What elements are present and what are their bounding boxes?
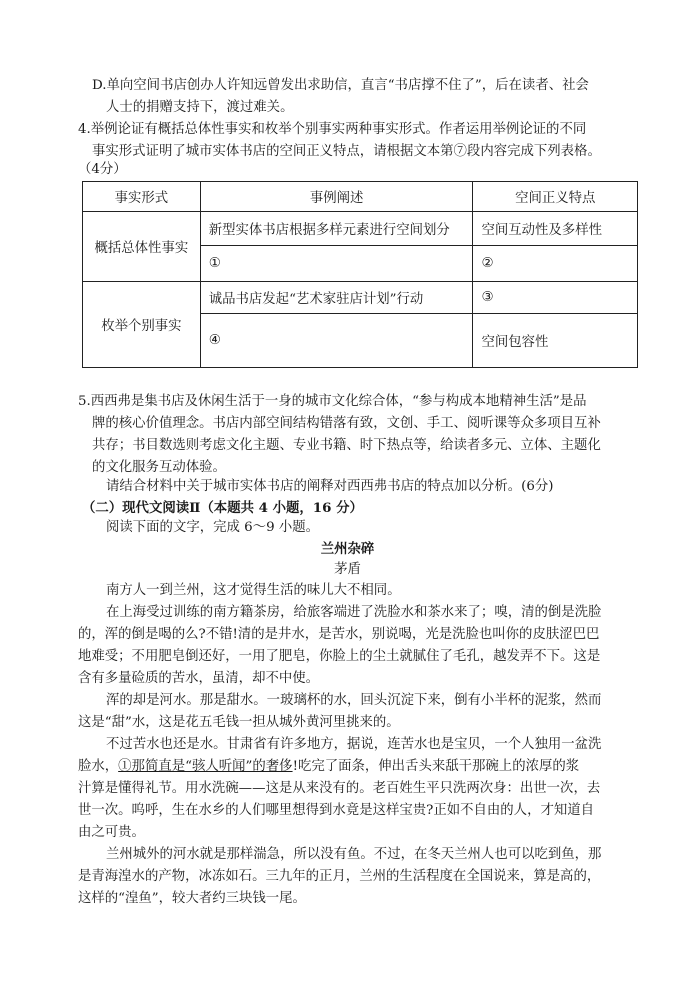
essay-paragraph-2-line: 地难受；不用肥皂倒还好，一用了肥皂，你脸上的尘土就腻住了毛孔，越发弄不下。这是 <box>78 649 601 664</box>
essay-paragraph-3-line: 浑的却是河水。那是甜水。一玻璃杯的水，回头沉淀下来，倒有小半杯的泥浆，然而 <box>106 693 602 708</box>
section-heading: （二）现代文阅读Ⅱ（本题共 4 小题，16 分） <box>82 500 363 516</box>
essay-paragraph-5-line: 这样的“湟鱼”，较大者约三块钱一尾。 <box>78 891 306 906</box>
q5-prompt-line4: 的文化服务互动体验。 <box>92 460 226 475</box>
table-cell-blank-3: ③ <box>473 282 638 314</box>
table-cell-example: 新型实体书店根据多样元素进行空间划分 <box>200 212 473 246</box>
q5-prompt-line3: 共存；书目数选则考虑文化主题、专业书籍、时下热点等，给读者多元、立体、主题化 <box>92 438 601 453</box>
table-row <box>83 282 638 314</box>
q3-option-d-line1: D.单向空间书店创办人许知远曾发出求助信，直言“书店撑不住了”，后在读者、社会 <box>92 78 589 93</box>
row-group-label: 概括总体性事实 <box>83 212 201 282</box>
essay-title: 兰州杂碎 <box>320 541 375 557</box>
section-instruction: 阅读下面的文字，完成 6～9 小题。 <box>106 520 320 535</box>
essay-paragraph-5-line: 兰州城外的河水就是那样湍急，所以没有鱼。不过，在冬天兰州人也可以吃到鱼，那 <box>106 847 602 862</box>
q3-option-d-line2: 人士的捐赠支持下，渡过难关。 <box>106 100 294 115</box>
table-header-cell: 空间正义特点 <box>473 182 638 212</box>
table-cell-feature: 空间包容性 <box>473 314 638 368</box>
table-header-cell: 事例阐述 <box>200 182 473 212</box>
essay-paragraph-2-line: 含有多量硷质的苦水，虽清，却不中使。 <box>78 671 320 686</box>
table-row <box>83 212 638 246</box>
essay-paragraph-5-line: 是青海湟水的产物，冰冻如石。三九年的正月，兰州的生活程度在全国说来，算是高的， <box>78 869 601 884</box>
table-cell-example: 诚品书店发起“艺术家驻店计划”行动 <box>200 282 473 314</box>
essay-paragraph-3-line: 这是“甜”水，这是花五毛钱一担从城外黄河里挑来的。 <box>78 715 400 730</box>
q5-prompt-line1: 5.西西弗是集书店及休闲生活于一身的城市文化综合体，“参与构成本地精神生活”是品 <box>78 394 587 409</box>
essay-paragraph-4-line: 世一次。呜呼，生在水乡的人们哪里想得到水竟是这样宝贵?正如不自由的人，才知道自 <box>78 803 595 818</box>
essay-author: 茅盾 <box>334 562 361 577</box>
essay-paragraph-1: 南方人一到兰州，这才觉得生活的味儿大不相同。 <box>106 583 401 598</box>
q5-question: 请结合材料中关于城市实体书店的阐释对西西弗书店的特点加以分析。(6分) <box>106 479 554 494</box>
row-group-label: 枚举个别事实 <box>83 282 201 368</box>
q4-points: （4分） <box>78 162 127 177</box>
p4-text-post: !吃完了面条，伸出舌头来舐干那碗上的浓厚的浆 <box>292 759 580 774</box>
table-cell-blank-2: ② <box>473 246 638 282</box>
essay-paragraph-4-line: 不过苦水也还是水。甘肃省有许多地方，据说，连苦水也是宝贝，一个人独用一盆洗 <box>106 737 602 752</box>
table-cell-blank-4: ④ <box>200 314 473 368</box>
table-header-cell: 事实形式 <box>83 182 201 212</box>
essay-paragraph-2-line: 的，浑的倒是喝的么?不错!清的是井水，是苦水，别说喝，光是洗脸也叫你的皮肤涩巴巴 <box>78 627 600 642</box>
essay-paragraph-4-line: 由之可贵。 <box>78 825 145 840</box>
essay-paragraph-4-line <box>78 756 579 778</box>
table-header-row <box>83 182 638 212</box>
essay-paragraph-4-line: 汁算是懂得礼节。用水洗碗——这是从来没有的。老百姓生平只洗两次身：出世一次，去 <box>78 781 601 796</box>
q4-prompt-line2: 事实形式证明了城市实体书店的空间正义特点，请根据文本第⑦段内容完成下列表格。 <box>92 144 601 159</box>
fact-table <box>82 181 638 368</box>
table-cell-blank-1: ① <box>200 246 473 282</box>
table-cell-feature: 空间互动性及多样性 <box>473 212 638 246</box>
q5-prompt-line2: 牌的核心价值理念。书店内部空间结构错落有致，文创、手工、阅听课等众多项目互补 <box>92 416 601 431</box>
p4-text-pre: 脸水， <box>78 759 119 774</box>
essay-paragraph-2-line: 在上海受过训练的南方籍茶房，给旅客端进了洗脸水和茶水来了；嗅，清的倒是洗脸 <box>106 605 602 620</box>
underlined-sentence-1: ①那简直是“骇人听闻”的奢侈 <box>118 759 293 774</box>
q4-prompt-line1: 4.举例论证有概括总体性事实和枚举个别事实两种事实形式。作者运用举例论证的不同 <box>78 122 587 137</box>
